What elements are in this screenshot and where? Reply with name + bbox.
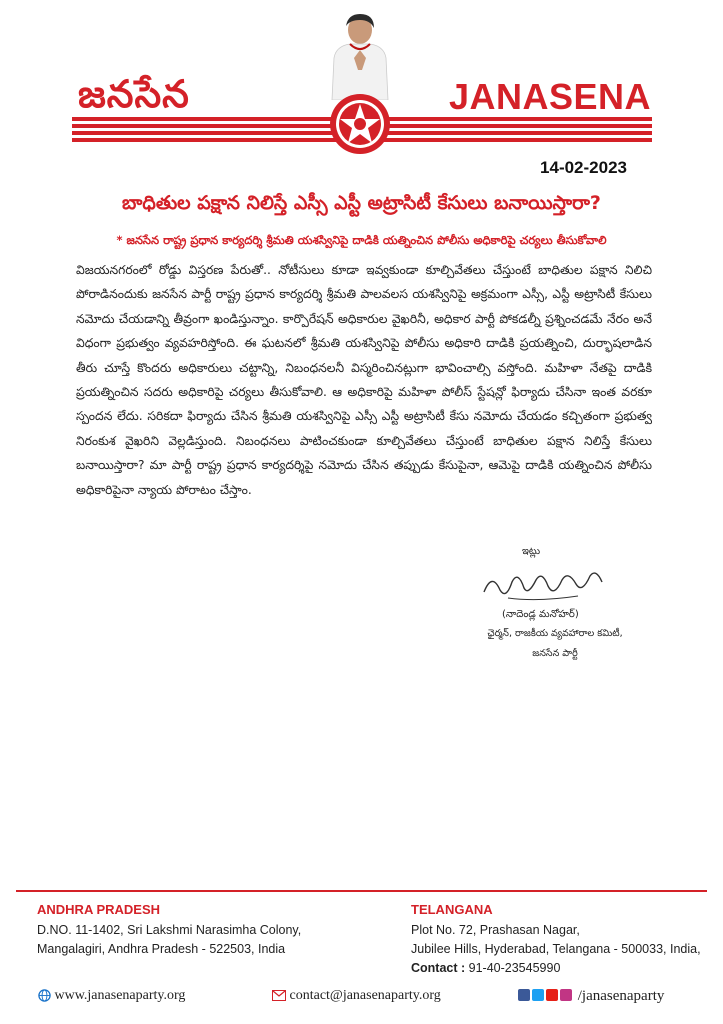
ts-address-title: TELANGANA (411, 902, 493, 917)
contact-value: 91-40-23545990 (465, 961, 561, 975)
ap-address-line1: D.NO. 11-1402, Sri Lakshmi Narasimha Colony, (37, 923, 302, 937)
facebook-icon[interactable] (518, 989, 530, 1001)
signatory-role: ఛైర్మన్, రాజకీయ వ్యవహారాల కమిటీ, (487, 628, 623, 639)
body-paragraph: విజయనగరంలో రోడ్డు విస్తరణ పేరుతో.. నోటీసులు కూడా ఇవ్వకుండా కూల్చివేతలు చేస్తుంటే బాధితుల పక్షాన నిలిచి పోరాడినందుకు జనసేన పార్టీ రాష్ట్ర ప్రధాన కార్యదర్శి శ్రీమతి పాలవలస యశస్వినిపై అక్రమంగా ఎస్సీ, ఎస్టీ అట్రాసిటీ కేసులు నమోదు చేయడాన్ని తీవ్రంగా ఖండిస్తున్నాం. కార్పొరేషన్ అధికారుల వైఖరినీ, అధికార పార్టీ పోకడల్నీ ప్రశ్నించడమే నేరం అనే విధంగా ప్రభుత్వం వ్యవహరిస్తోంది. ఈ ఘటనలో శ్రీమతి యశస్వినిపై పోలీసు అధికారి దాడికి ప్రయత్నించి, దుర్భాషలాడిన తీరు చూస్తే కొందరు అధికారులు చట్టాన్ని, నిబంధనలనీ విస్మరించినట్లుగా భావించాల్సి వస్తోంది. మహిళా నేతపై దాడికి ప్రయత్నించిన సదరు అధికారిపై చర్యలు తీసుకోవాలి. ఆ అధికారిపై మహిళా పోలీస్ స్టేషన్లో ఫిర్యాదు చేసినా ఇంత వరకూ స్పందన లేదు. సరికదా ఫిర్యాదు చేసిన శ్రీమతి యశస్వినిపై ఎస్సీ ఎస్టీ అట్రాసిటీ కేసు నమోదు చేయడం కచ్చితంగా ప్రభుత్వ నిరంకుశ వైఖరిని వెల్లడిస్తుంది. నిబంధనలు పాటించకుండా కూల్చివేతలు చేస్తుంటే బాధితుల పక్షాన నిలిస్తే కేసులు బనాయిస్తారా? మా పార్టీ రాష్ట్ర ప్రధాన కార్యదర్శిపై నమోదు చేసిన తప్పుడు కేసుపైనా, ఆమెపై దాడికి యత్నించిన పోలీసు అధికారిపైనా న్యాయ పోరాటం చేస్తాం. (76, 263, 652, 497)
ts-address-line2: Jubilee Hills, Hyderabad, Telangana - 500033, India, (411, 942, 701, 956)
youtube-icon[interactable] (546, 989, 558, 1001)
ap-address-title: ANDHRA PRADESH (37, 902, 161, 917)
ts-contact (411, 961, 560, 975)
social-handle[interactable] (518, 988, 664, 1005)
instagram-icon[interactable] (560, 989, 572, 1001)
signature (478, 562, 608, 606)
website-link[interactable] (38, 988, 185, 1004)
email-link[interactable] (272, 988, 441, 1004)
globe-icon (38, 989, 51, 1002)
signatory-party: జనసేన పార్టీ (532, 648, 578, 659)
signatory-name: (నాదెండ్ల మనోహర్) (502, 609, 579, 620)
ap-address-line2: Mangalagiri, Andhra Pradesh - 522503, India (37, 942, 286, 956)
mail-icon (272, 990, 286, 1001)
website-text: www.janasenaparty.org (54, 988, 186, 1003)
twitter-icon[interactable] (532, 989, 544, 1001)
star-emblem-icon (329, 93, 391, 155)
logo-english: JANASENA (448, 76, 651, 117)
social-text: /janasenaparty (577, 988, 665, 1004)
ts-address-line1: Plot No. 72, Prashasan Nagar, (411, 923, 580, 937)
signoff-itlu: ఇట్లు (522, 546, 541, 557)
logo-telugu: జనసేన (78, 72, 190, 116)
subheadline: * జనసేన రాష్ట్ర ప్రధాన కార్యదర్శి శ్రీమతి యశస్వినిపై దాడికి యత్నించిన పోలీసు అధికారిపై చర్యలు తీసుకోవాలి (116, 233, 607, 247)
email-text: contact@janasenaparty.org (289, 988, 441, 1003)
footer-divider (16, 890, 707, 892)
leader-portrait (322, 8, 398, 100)
press-release-date: 14-02-2023 (540, 158, 627, 177)
contact-label: Contact : (411, 961, 466, 975)
headline: బాధితుల పక్షాన నిలిస్తే ఎస్సీ ఎస్టీ అట్రాసిటీ కేసులు బనాయిస్తారా? (122, 192, 601, 214)
